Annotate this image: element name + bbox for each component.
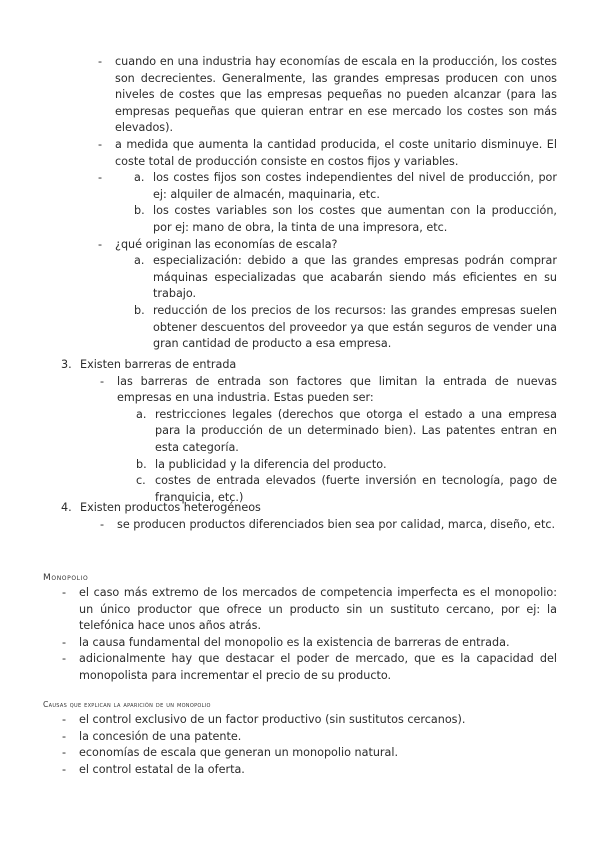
bullet-text: la causa fundamental del monopolio es la existencia de barreras de entrada. (79, 635, 510, 649)
sub-item-text: especialización: debido a que las grandes empresas podrán comprar máquinas especializadas que acabarán siendo más eficientes en su trabajo. (153, 254, 557, 301)
economies-of-scale-list (115, 54, 557, 353)
list-marker: b. (136, 457, 147, 471)
list-item (134, 303, 557, 353)
bullet-text: el control estatal de la oferta. (79, 762, 245, 776)
bullet-text: economías de escala que generan un monopolio natural. (79, 746, 399, 760)
list-item (117, 517, 557, 534)
heterogeneous-list (117, 517, 557, 534)
list-item (79, 729, 557, 746)
list-item (117, 374, 557, 507)
bullet-text: adicionalmente hay que destacar el poder de mercado, que es la capacidad del monopolista para incrementar el precio de su producto. (79, 652, 557, 682)
sub-item-text: restricciones legales (derechos que otorga el estado a una empresa para la producción de un determinado bien). Las patentes entran en esta categoría. (155, 407, 557, 454)
list-marker: a. (134, 254, 145, 268)
list-item (134, 203, 557, 236)
list-item (79, 712, 557, 729)
bullet-text: cuando en una industria hay economías de escala en la producción, los costes son decrecientes. Generalmente, las grandes empresas producen con unos niveles de costes que las empresas pequeñas no pueden alcanzar (para las empresas pequeñas que quieran entrar en ese mercado los costes son más elevados). (115, 55, 557, 135)
list-item (61, 500, 557, 533)
list-item (115, 170, 557, 236)
section-heading-causas: Causas que explican la aparición de un monopolio (43, 700, 211, 709)
list-item (79, 745, 557, 762)
numbered-item-4 (61, 500, 557, 533)
list-marker: 3. (61, 358, 72, 371)
list-item (79, 635, 557, 652)
sub-item-text: la publicidad y la diferencia del producto. (155, 457, 387, 471)
causas-list (79, 712, 557, 778)
item-title: Existen productos heterogéneos (80, 501, 261, 514)
monopolio-list (79, 585, 557, 685)
barriers-sublist (136, 407, 557, 507)
bullet-text: el control exclusivo de un factor productivo (sin sustitutos cercanos). (79, 713, 466, 726)
costs-sublist (134, 170, 557, 236)
numbered-item-3 (61, 357, 557, 506)
list-item (115, 54, 557, 137)
barriers-list (117, 374, 557, 507)
list-marker: - a. (134, 171, 145, 185)
section-heading-monopolio: Monopolio (43, 573, 89, 583)
sub-item-text: reducción de los precios de los recursos: las grandes empresas suelen obtener descuentos del proveedor ya que están seguros de vender una gran cantidad de producto a esa empresa. (153, 303, 557, 351)
list-item (134, 170, 557, 203)
item-title: Existen barreras de entrada (80, 358, 237, 371)
list-item (134, 253, 557, 303)
list-item (136, 457, 557, 474)
list-item (79, 762, 557, 779)
list-item (115, 237, 557, 353)
list-item (136, 407, 557, 457)
bullet-text: se producen productos diferenciados bien sea por calidad, marca, diseño, etc. (117, 517, 556, 531)
sub-item-text: costes de entrada elevados (fuerte inversión en tecnología, pago de franquicia, etc.) (155, 474, 557, 504)
bullet-text: a medida que aumenta la cantidad producida, el coste unitario disminuye. El coste total de producción consiste en costos fijos y variables. (115, 137, 557, 168)
list-item (79, 651, 557, 684)
list-marker: a. (136, 407, 147, 421)
list-marker: 4. (61, 501, 72, 514)
list-marker: b. (134, 303, 145, 317)
list-marker: b. (134, 204, 145, 218)
list-item (115, 137, 557, 170)
bullet-text: las barreras de entrada son factores que limitan la entrada de nuevas empresas en una industria. Estas pueden ser: (117, 374, 557, 405)
origins-sublist (134, 253, 557, 353)
bullet-text: el caso más extremo de los mercados de competencia imperfecta es el monopolio: un único productor que ofrece un producto sin un sustituto cercano, por ej: la telefónica hace unos años atrás. (79, 586, 557, 633)
sub-item-text: los costes variables son los costes que aumentan con la producción, por ej: mano de obra, la tinta de una impresora, etc. (153, 204, 557, 234)
bullet-text: ¿qué originan las economías de escala? (115, 237, 338, 251)
list-item (61, 357, 557, 506)
bullet-text: la concesión de una patente. (79, 729, 242, 743)
list-marker: c. (136, 474, 146, 488)
list-item (79, 585, 557, 635)
sub-item-text: los costes fijos son costes independientes del nivel de producción, por ej: alquiler de almacén, maquinaria, etc. (153, 171, 557, 201)
